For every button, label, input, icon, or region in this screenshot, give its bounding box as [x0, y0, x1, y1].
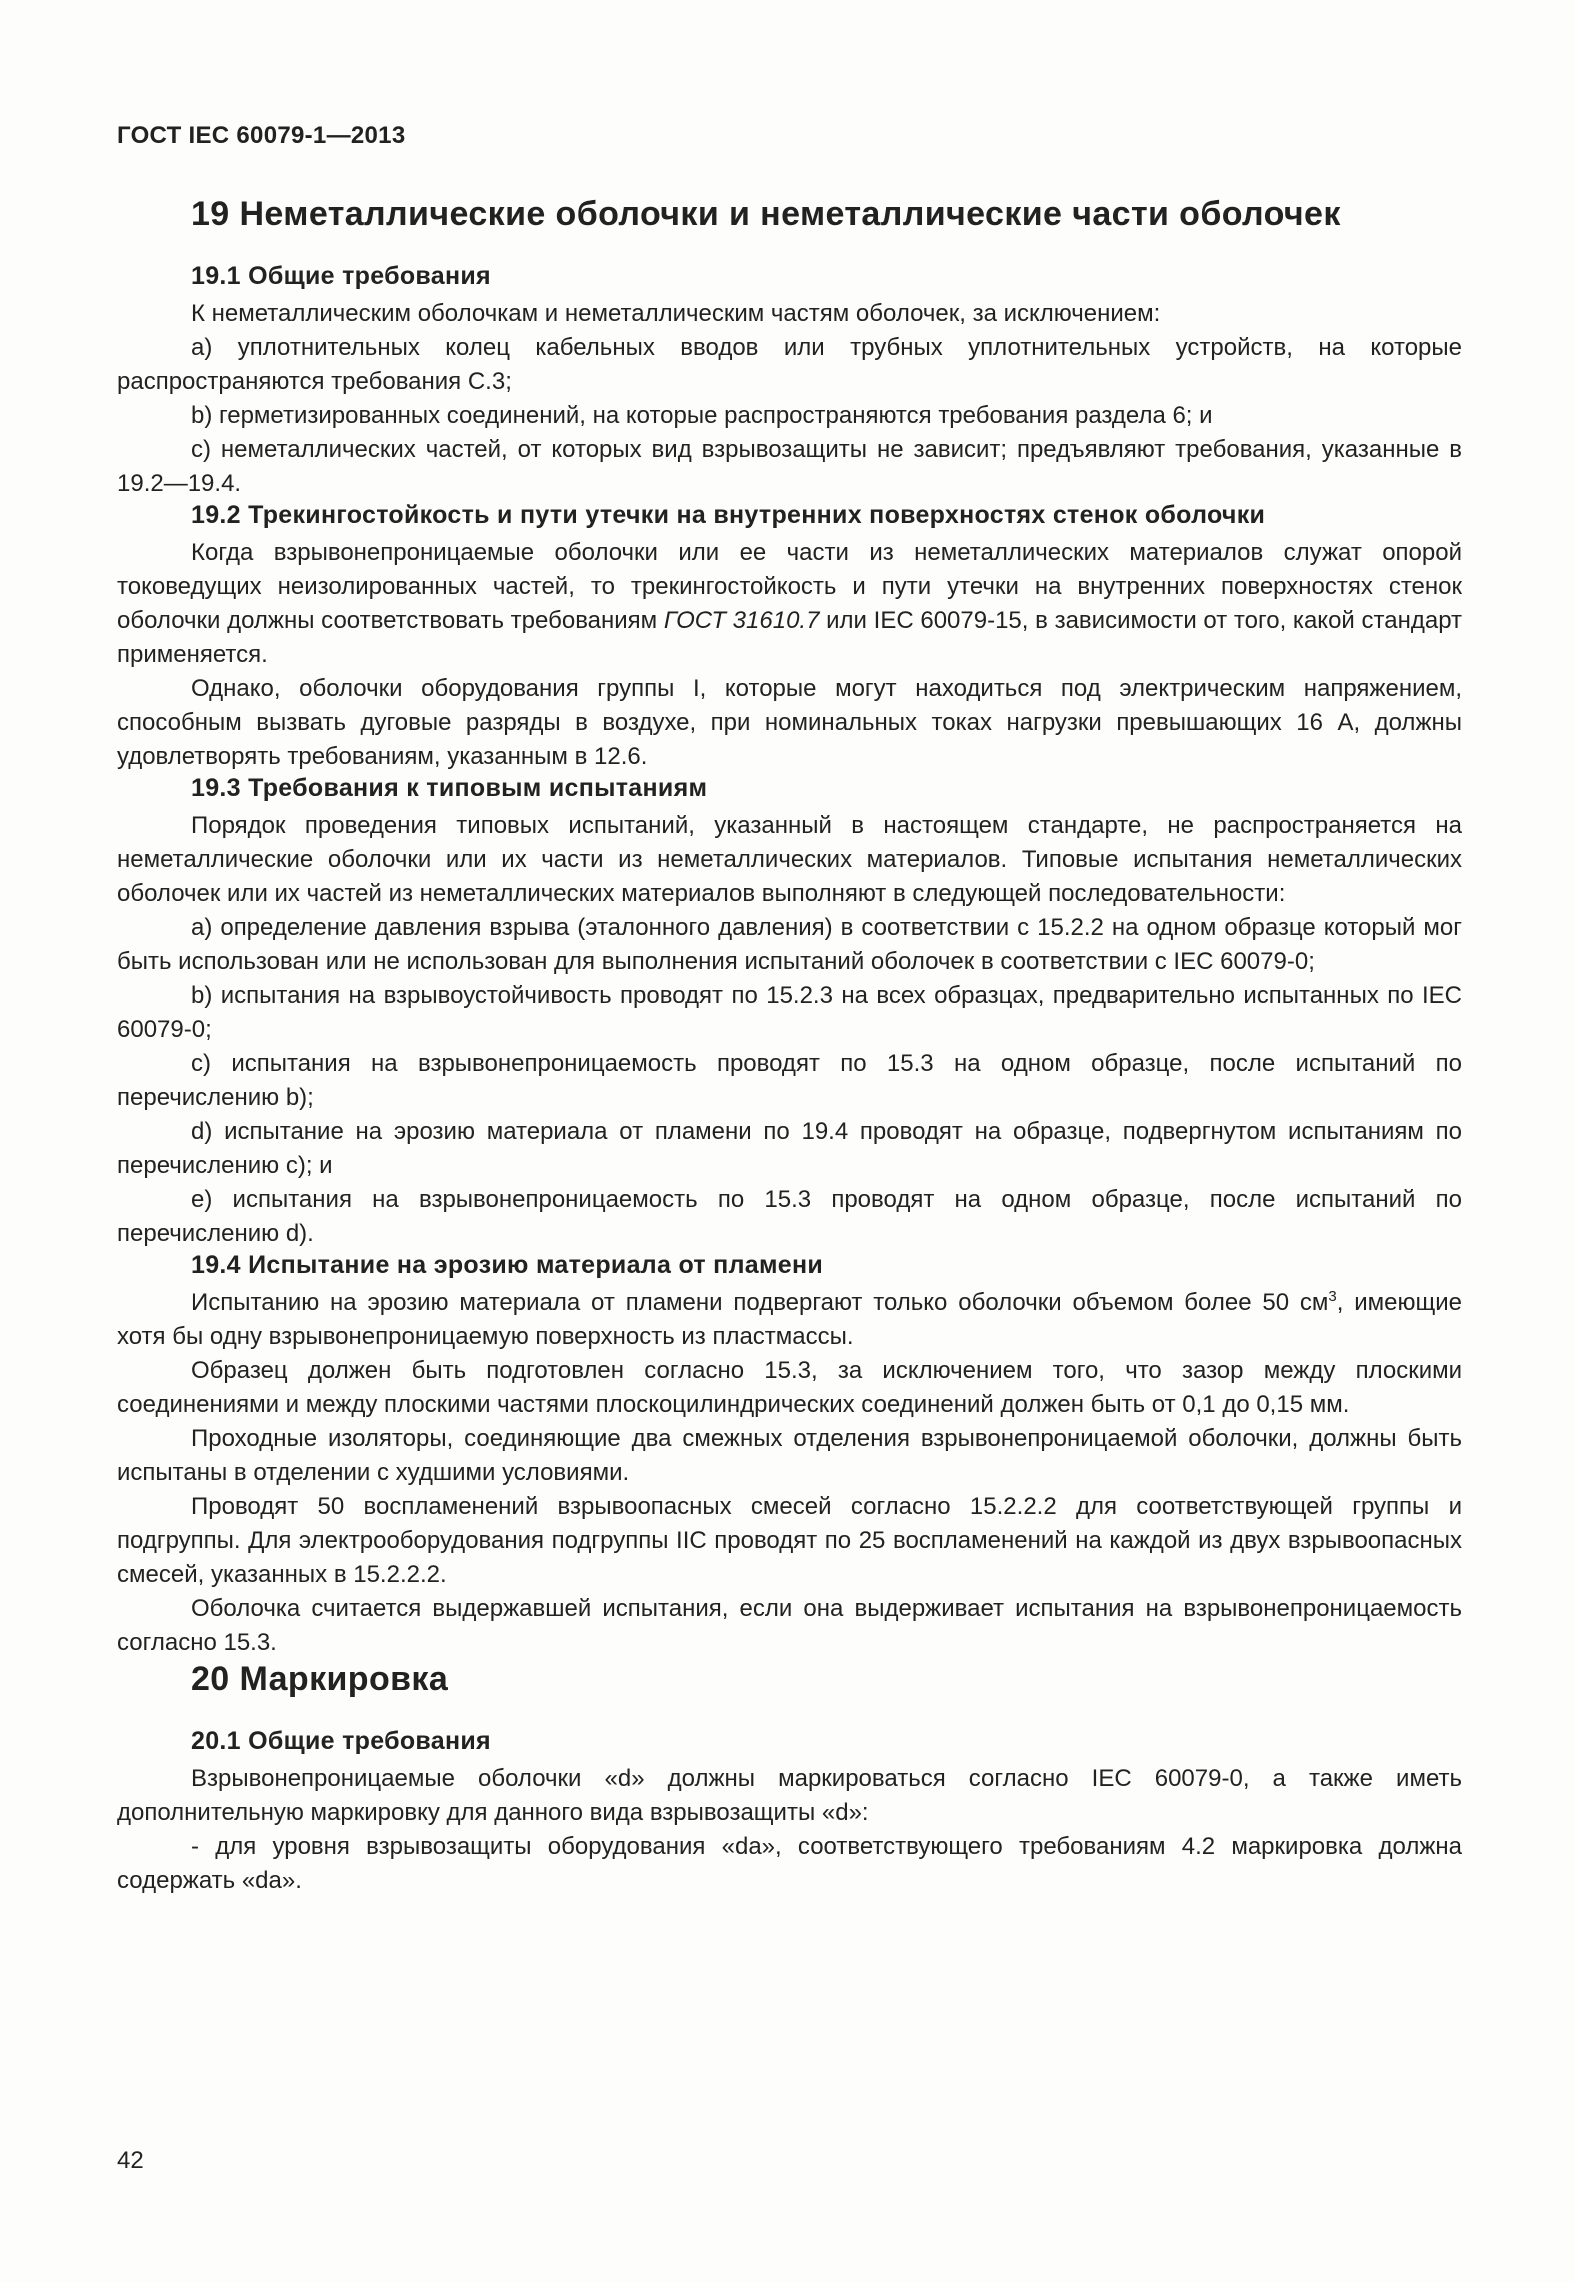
- paragraph: Проходные изоляторы, соединяющие два смежных отделения взрывонепроницаемой оболочки, должны быть испытаны в отделении с худшими условиями.: [117, 1425, 1462, 1486]
- paragraph-text: или IEC 60079-15, в зависимости от того, какой стандарт применяется.: [117, 607, 1463, 668]
- section-19-title: 19 Неметаллические оболочки и неметаллические части оболочек: [191, 195, 1341, 233]
- paragraph-text: Испытанию на эрозию материала от пламени подвергают только оболочки объемом более 50 см: [191, 1289, 1329, 1316]
- paragraph: Взрывонепроницаемые оболочки «d» должны маркироваться согласно IEC 60079-0, а также иметь дополнительную маркировку для данного вида взрывозащиты «d»:: [117, 1765, 1462, 1826]
- subsection-19-3-title: 19.3 Требования к типовым испытаниям: [191, 774, 708, 802]
- subsection-19-4-title: 19.4 Испытание на эрозию материала от пламени: [191, 1251, 824, 1279]
- list-item: d) испытание на эрозию материала от пламени по 19.4 проводят на образце, подвергнутом испытаниям по перечислению c); и: [117, 1118, 1462, 1179]
- list-item: b) герметизированных соединений, на которые распространяются требования раздела 6; и: [191, 402, 1213, 429]
- paragraph: Однако, оболочки оборудования группы I, которые могут находиться под электрическим напряжением, способным вызвать дуговые разряды в воздухе, при номинальных токах нагрузки превышающих 16 А, должны удовлетворять требованиям, указанным в 12.6.: [117, 675, 1462, 770]
- page-body: [117, 195, 1462, 1898]
- list-item: b) испытания на взрывоустойчивость проводят по 15.2.3 на всех образцах, предварительно испытанных по IEC 60079-0;: [117, 982, 1462, 1043]
- section-20-title: 20 Маркировка: [191, 1660, 449, 1698]
- list-item: - для уровня взрывозащиты оборудования «da», соответствующего требованиям 4.2 маркировка должна содержать «da».: [117, 1833, 1462, 1894]
- standard-reference: ГОСТ 31610.7: [663, 607, 820, 634]
- paragraph: [117, 536, 1462, 672]
- list-item: a) уплотнительных колец кабельных вводов или трубных уплотнительных устройств, на которые распространяются требования С.3;: [117, 334, 1462, 395]
- list-item: a) определение давления взрыва (эталонного давления) в соответствии с 15.2.2 на одном образце который мог быть использован или не использован для выполнения испытаний оболочек в соответствии с IEC 60079-0;: [117, 914, 1462, 975]
- document-code-header: ГОСТ IEC 60079-1—2013: [117, 122, 406, 149]
- page-number: 42: [117, 2147, 144, 2174]
- paragraph: Образец должен быть подготовлен согласно 15.3, за исключением того, что зазор между плоскими соединениями и между плоскими частями плоскоцилиндрических соединений должен быть от 0,1 до 0,15 мм.: [117, 1357, 1462, 1418]
- paragraph: [117, 1286, 1462, 1354]
- paragraph-text: , имеющие хотя бы одну взрывонепроницаемую поверхность из пластмассы.: [117, 1289, 1462, 1350]
- paragraph-text: Когда взрывонепроницаемые оболочки или ее части из неметаллических материалов служат опорой токоведущих неизолированных частей, то трекингостойкость и пути утечки на внутренних поверхностях стенок оболочки должны соответствовать требованиям: [117, 539, 1462, 634]
- list-item: e) испытания на взрывонепроницаемость по 15.3 проводят на одном образце, после испытаний по перечислению d).: [117, 1186, 1462, 1247]
- list-item: c) неметаллических частей, от которых вид взрывозащиты не зависит; предъявляют требования, указанные в 19.2—19.4.: [117, 436, 1462, 497]
- paragraph: Оболочка считается выдержавшей испытания, если она выдерживает испытания на взрывонепроницаемость согласно 15.3.: [117, 1595, 1462, 1656]
- superscript: 3: [1328, 1288, 1337, 1305]
- subsection-19-1-title: 19.1 Общие требования: [191, 262, 491, 290]
- subsection-19-2-title: 19.2 Трекингостойкость и пути утечки на внутренних поверхностях стенок оболочки: [191, 501, 1266, 529]
- paragraph: Проводят 50 воспламенений взрывоопасных смесей согласно 15.2.2.2 для соответствующей группы и подгруппы. Для электрооборудования подгруппы IIC проводят по 25 воспламенений на каждой из двух взрывоопасных смесей, указанных в 15.2.2.2.: [117, 1493, 1462, 1588]
- paragraph: Порядок проведения типовых испытаний, указанный в настоящем стандарте, не распространяется на неметаллические оболочки или их части из неметаллических материалов. Типовые испытания неметаллических оболочек или их частей из неметаллических материалов выполняют в следующей последовательности:: [117, 812, 1462, 907]
- list-item: c) испытания на взрывонепроницаемость проводят по 15.3 на одном образце, после испытаний по перечислению b);: [117, 1050, 1462, 1111]
- subsection-20-1-title: 20.1 Общие требования: [191, 1727, 491, 1755]
- paragraph: К неметаллическим оболочкам и неметаллическим частям оболочек, за исключением:: [191, 300, 1161, 327]
